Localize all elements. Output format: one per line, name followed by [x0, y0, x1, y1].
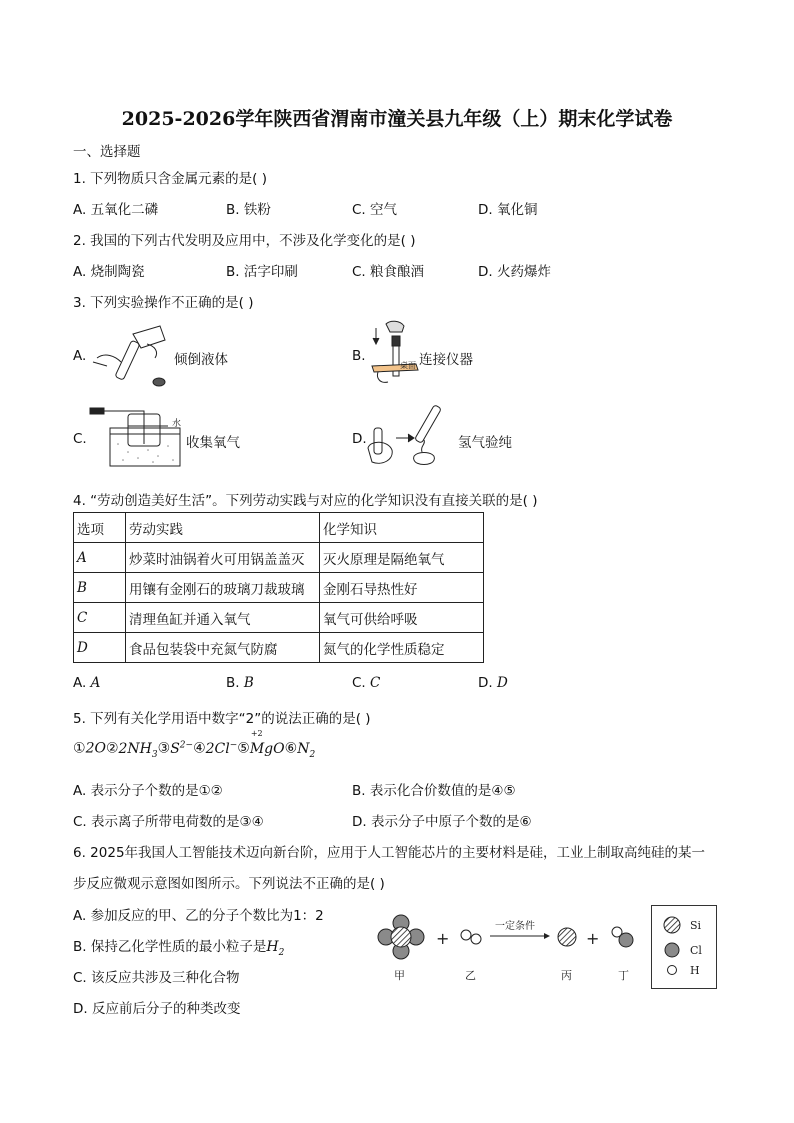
label-ding: 丁: [618, 969, 629, 982]
formula-text: MgO: [249, 740, 285, 757]
question-5-stem: 5. 下列有关化学用语中数字“2”的说法正确的是( ): [73, 711, 371, 727]
table-cell: A: [74, 543, 126, 573]
question-1-stem: 1. 下列物质只含金属元素的是( ): [73, 171, 267, 187]
collect-oxygen-illustration: [88, 404, 186, 470]
question-6-stem-line1: 6. 2025年我国人工智能技术迈向新台阶，应用于人工智能芯片的主要材料是硅，工业上制取高纯硅的某一: [73, 845, 706, 861]
q2-option-c[interactable]: C. 粮食酿酒: [352, 264, 425, 280]
legend-cl-label: Cl: [690, 944, 702, 957]
item-number: ⑤: [237, 740, 250, 757]
q5-option-b[interactable]: B. 表示化合价数值的是④⑤: [352, 783, 516, 799]
item-number: ④: [193, 740, 206, 757]
q5-formula-line: [73, 728, 316, 760]
table-cell: C: [74, 603, 126, 633]
table-cell: 用镶有金刚石的玻璃刀裁玻璃: [126, 573, 320, 603]
page-title: 2025-2026学年陕西省渭南市潼关县九年级（上）期末化学试卷: [121, 108, 673, 130]
item-number: ③: [157, 740, 171, 757]
table-cell: 氮气的化学性质稳定: [320, 633, 484, 663]
q4-option-c-value: C: [370, 675, 381, 691]
q6-option-b[interactable]: [73, 935, 284, 958]
q4-option-a[interactable]: [73, 675, 100, 691]
q3-option-d-letter[interactable]: D.: [352, 431, 367, 447]
formula-text: S: [170, 740, 180, 757]
formula-2cl-ion: [206, 741, 238, 757]
q4-option-b-letter: B.: [226, 675, 240, 691]
valence-mark: +2: [250, 728, 263, 738]
molecule-bing-si: [558, 928, 576, 946]
q3-option-c-label: 收集氧气: [186, 435, 240, 451]
table-row: [74, 573, 484, 603]
legend-graphic: [652, 906, 716, 988]
q2-option-b[interactable]: B. 活字印刷: [226, 264, 298, 280]
legend-si-label: Si: [690, 919, 702, 932]
q3-option-d-label: 氢气验纯: [458, 435, 512, 451]
q1-option-d[interactable]: D. 氧化铜: [478, 202, 538, 218]
table-cell: 灭火原理是隔绝氧气: [320, 543, 484, 573]
q1-option-b[interactable]: B. 铁粉: [226, 202, 271, 218]
table-row: [74, 513, 484, 543]
formula-text: 2NH: [118, 740, 152, 757]
formula-superscript: −: [229, 740, 238, 750]
molecule-ding-hcl: [612, 927, 633, 947]
table-cell: 清理鱼缸并通入氧气: [126, 603, 320, 633]
legend-h-label: H: [690, 964, 700, 977]
molecule-jia-sicl4: [378, 915, 424, 959]
item-number: ②: [105, 740, 119, 757]
q6-option-b-formula: [266, 939, 285, 958]
q2-option-d[interactable]: D. 火药爆炸: [478, 264, 551, 280]
table-row: [74, 633, 484, 663]
table-cell: 金刚石导热性好: [320, 573, 484, 603]
q3-option-a-label: 倾倒液体: [174, 352, 228, 368]
q5-option-c[interactable]: C. 表示离子所带电荷数的是③④: [73, 814, 264, 830]
formula-text: N: [297, 740, 310, 757]
formula-text: 2Cl: [205, 740, 230, 757]
section-heading: 一、选择题: [73, 144, 141, 160]
atom-legend: [651, 905, 717, 989]
formula-superscript: 2−: [179, 740, 194, 750]
q3-option-b-label: 连接仪器: [419, 352, 473, 368]
q4-option-c[interactable]: [352, 675, 380, 691]
legend-cl-atom: [665, 943, 679, 957]
reaction-condition: 一定条件: [495, 921, 535, 932]
table-cell: B: [74, 573, 126, 603]
question-2-stem: 2. 我国的下列古代发明及应用中，不涉及化学变化的是( ): [73, 233, 416, 249]
item-number: ⑥: [284, 740, 298, 757]
q6-option-a[interactable]: A. 参加反应的甲、乙的分子个数比为1：2: [73, 908, 324, 924]
table-cell: 食品包装袋中充氮气防腐: [126, 633, 320, 663]
q3-option-a-letter[interactable]: A.: [73, 348, 87, 364]
q1-option-a[interactable]: A. 五氧化二磷: [73, 202, 159, 218]
q2-option-a[interactable]: A. 烧制陶瓷: [73, 264, 145, 280]
desk-label: 桌面: [400, 361, 416, 370]
q6-option-d[interactable]: D. 反应前后分子的种类改变: [73, 1001, 241, 1017]
q6-option-c[interactable]: C. 该反应共涉及三种化合物: [73, 970, 240, 986]
formula-subscript: 3: [151, 749, 158, 760]
q4-option-b-value: B: [243, 675, 254, 691]
q4-table: [73, 512, 484, 663]
q5-option-d[interactable]: D. 表示分子中原子个数的是⑥: [352, 814, 532, 830]
table-header-cell: 选项: [74, 513, 126, 543]
legend-h-atom: [668, 966, 677, 975]
label-jia: 甲: [394, 969, 405, 982]
question-6-stem-line2: 步反应微观示意图如图所示。下列说法不正确的是( ): [73, 876, 385, 892]
q6-option-b-text: B. 保持乙化学性质的最小粒子是: [73, 939, 267, 955]
q4-option-b[interactable]: [226, 675, 254, 691]
pour-liquid-illustration: [85, 322, 175, 390]
q4-option-d[interactable]: [478, 675, 508, 691]
q5-option-a[interactable]: A. 表示分子个数的是①②: [73, 783, 223, 799]
formula-2o: 2O: [85, 740, 106, 757]
connect-apparatus-illustration: [368, 318, 420, 388]
water-label: 水: [172, 419, 182, 429]
hydrogen-purity-test-illustration: [366, 400, 458, 472]
table-row: [74, 603, 484, 633]
table-cell: 氧气可供给呼吸: [320, 603, 484, 633]
q4-option-a-letter: A.: [73, 675, 87, 691]
label-bing: 丙: [561, 969, 572, 982]
table-header-cell: 化学知识: [320, 513, 484, 543]
question-4-stem: 4. “劳动创造美好生活”。下列劳动实践与对应的化学知识没有直接关联的是( ): [73, 493, 538, 509]
table-cell: 炒菜时油锅着火可用锅盖盖灭: [126, 543, 320, 573]
legend-si-atom: [664, 917, 680, 933]
table-cell: D: [74, 633, 126, 663]
q4-option-c-letter: C.: [352, 675, 366, 691]
item-number: ①: [73, 740, 86, 757]
molecule-yi-h2: [461, 930, 481, 944]
formula-2nh3: [118, 740, 158, 760]
formula-subscript: 2: [309, 749, 316, 760]
q4-option-d-letter: D.: [478, 675, 493, 691]
table-header-cell: 劳动实践: [126, 513, 320, 543]
q3-option-c-letter[interactable]: C.: [73, 431, 87, 447]
table-row: [74, 543, 484, 573]
formula-subscript: 2: [278, 947, 285, 958]
question-3-stem: 3. 下列实验操作不正确的是( ): [73, 295, 254, 311]
formula-mgo-valence: [249, 728, 285, 757]
formula-s2-ion: [170, 741, 193, 757]
reaction-diagram: [368, 906, 646, 988]
q4-option-a-value: A: [90, 675, 101, 691]
q1-option-c[interactable]: C. 空气: [352, 202, 398, 218]
plus-sign: +: [436, 929, 450, 948]
q3-option-b-letter[interactable]: B.: [352, 348, 366, 364]
formula-text: H: [266, 939, 279, 955]
formula-n2: [297, 740, 316, 760]
label-yi: 乙: [465, 969, 476, 982]
q4-option-d-value: D: [496, 675, 508, 691]
arrow-head: [544, 933, 550, 939]
plus-sign: +: [586, 929, 600, 948]
